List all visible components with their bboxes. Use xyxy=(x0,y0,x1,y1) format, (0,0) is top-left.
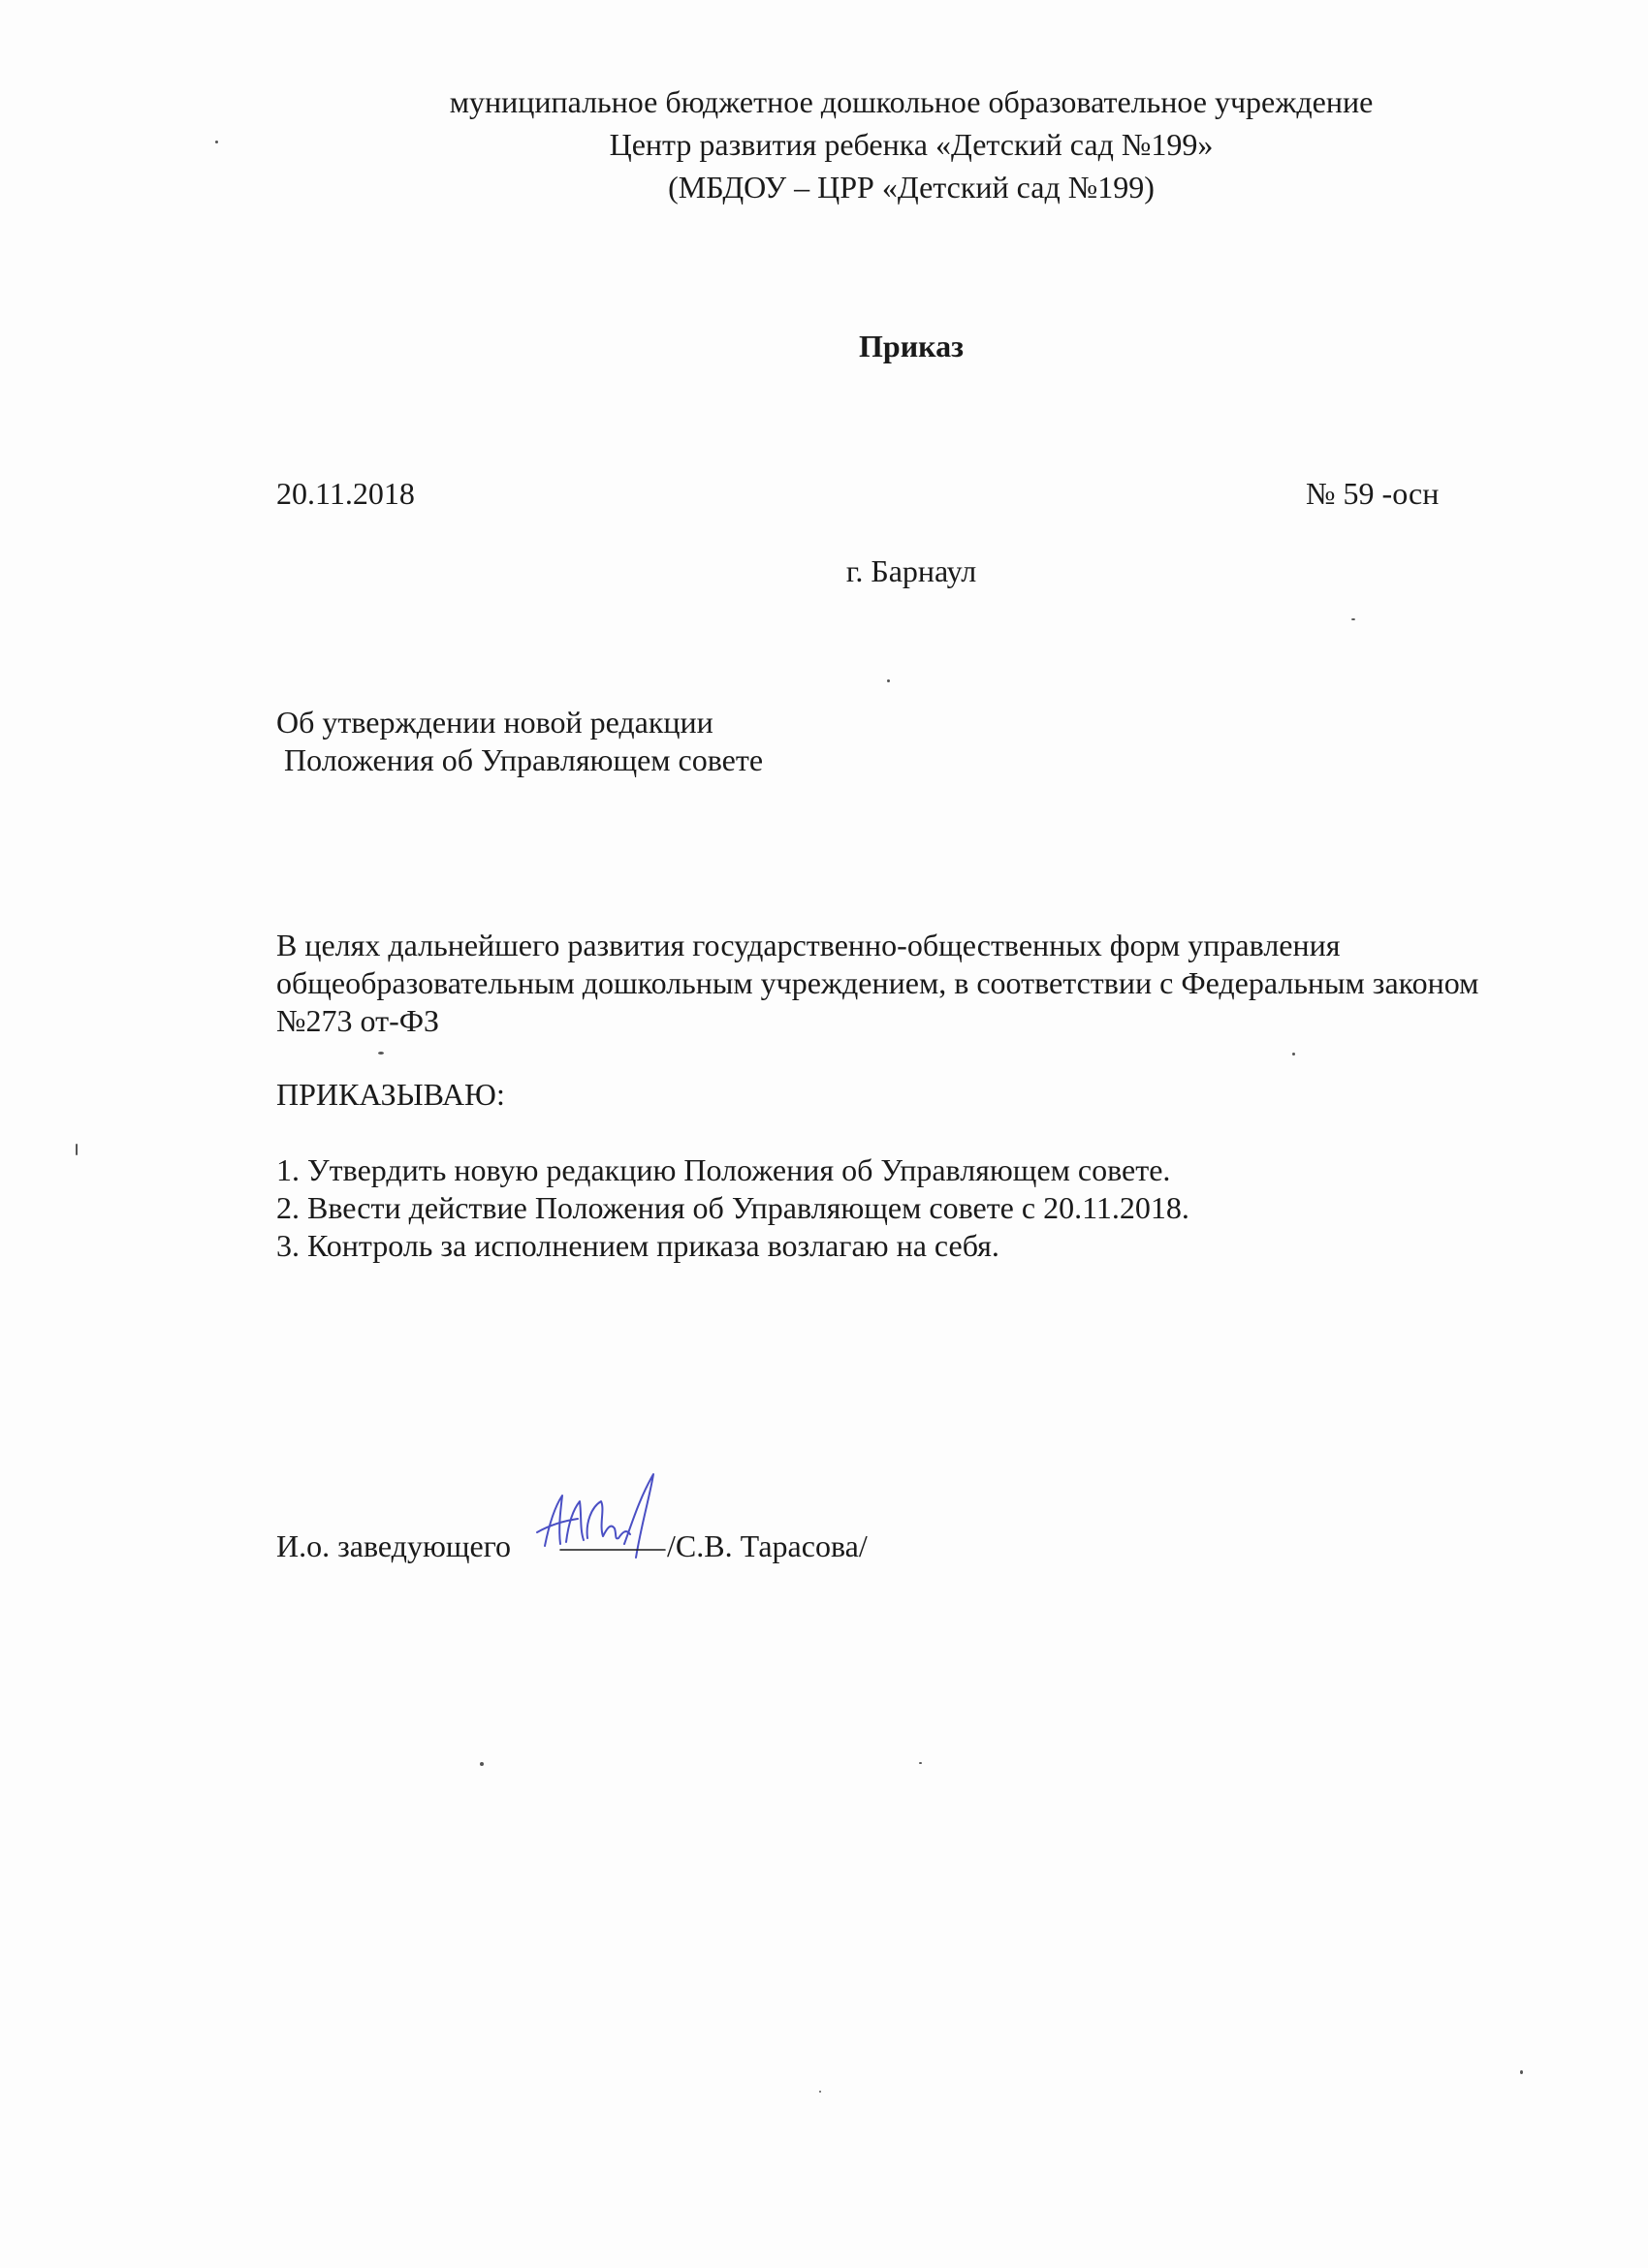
order-item: 1. Утвердить новую редакцию Положения об Управляющем совете. xyxy=(276,1152,1171,1187)
preamble-line-3: №273 от-ФЗ xyxy=(276,1003,440,1038)
order-item: 3. Контроль за исполнением приказа возлагаю на себя. xyxy=(276,1228,999,1263)
document-number: № 59 -осн xyxy=(1306,476,1440,511)
signatory-position: И.о. заведующего xyxy=(276,1528,512,1563)
scan-speck xyxy=(480,1762,484,1766)
order-keyword: ПРИКАЗЫВАЮ: xyxy=(276,1077,505,1112)
scan-speck xyxy=(819,2091,821,2093)
org-name-line-2: Центр развития ребенка «Детский сад №199» xyxy=(609,127,1214,162)
document-city: г. Барнаул xyxy=(845,553,977,588)
scan-speck xyxy=(76,1144,78,1155)
scan-speck xyxy=(919,1762,922,1764)
order-item: 2. Ввести действие Положения об Управляющем совете с 20.11.2018. xyxy=(276,1190,1189,1225)
scan-speck xyxy=(887,679,890,682)
handwritten-signature xyxy=(531,1468,677,1565)
document-date: 20.11.2018 xyxy=(276,476,415,511)
scan-speck xyxy=(1351,618,1355,620)
scan-speck xyxy=(378,1052,384,1055)
preamble-line-2: общеобразовательным дошкольным учреждением, в соответствии с Федеральным законом xyxy=(276,965,1479,1000)
scan-speck xyxy=(1292,1053,1295,1055)
scan-speck xyxy=(1520,2070,1523,2074)
preamble-line-1: В целях дальнейшего развития государственно-общественных форм управления xyxy=(276,928,1341,962)
document-title: Приказ xyxy=(859,329,964,363)
org-name-line-1: муниципальное бюджетное дошкольное образовательное учреждение xyxy=(449,84,1374,119)
scan-speck xyxy=(215,141,218,143)
signatory-name: /С.В. Тарасова/ xyxy=(667,1528,868,1563)
subject-line-2: Положения об Управляющем совете xyxy=(276,742,764,777)
org-name-line-3: (МБДОУ – ЦРР «Детский сад №199) xyxy=(668,170,1155,205)
subject-line-1: Об утверждении новой редакции xyxy=(276,705,713,740)
